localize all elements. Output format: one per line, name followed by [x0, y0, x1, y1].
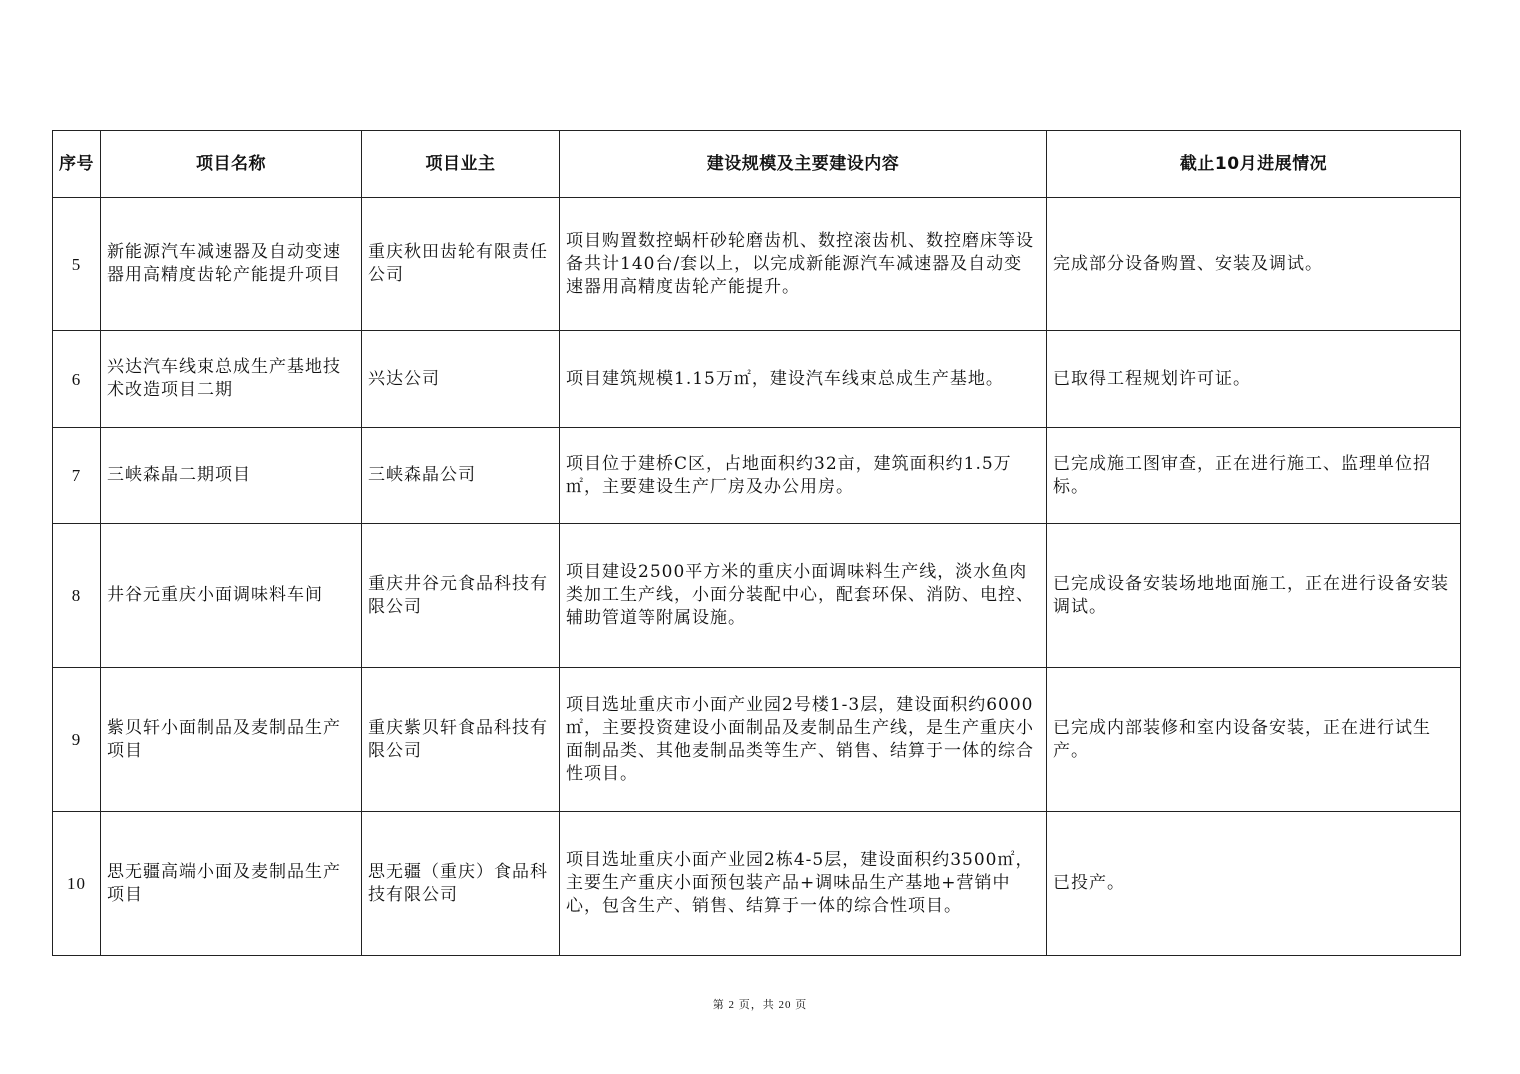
- project-owner-cell: 兴达公司: [362, 331, 560, 428]
- table-row: [53, 198, 1461, 331]
- table-row: [53, 524, 1461, 668]
- project-owner-cell: 重庆紫贝轩食品科技有限公司: [362, 668, 560, 812]
- row-number: 6: [53, 331, 101, 428]
- project-owner-cell: 三峡森晶公司: [362, 428, 560, 524]
- progress-cell: 完成部分设备购置、安装及调试。: [1047, 198, 1461, 331]
- row-number: 10: [53, 812, 101, 956]
- page-footer: 第 2 页，共 20 页: [712, 999, 808, 1011]
- project-name-cell: 思无疆高端小面及麦制品生产项目: [101, 812, 362, 956]
- table-header-row: [53, 131, 1461, 198]
- progress-cell: 已完成施工图审查，正在进行施工、监理单位招标。: [1047, 428, 1461, 524]
- row-number: 5: [53, 198, 101, 331]
- header-serial-number: 序号: [53, 131, 101, 198]
- construction-content-cell: 项目购置数控蜗杆砂轮磨齿机、数控滚齿机、数控磨床等设备共计140台/套以上，以完成新能源汽车减速器及自动变速器用高精度齿轮产能提升。: [560, 198, 1047, 331]
- construction-content-cell: 项目建筑规模1.15万㎡，建设汽车线束总成生产基地。: [560, 331, 1047, 428]
- project-name-cell: 三峡森晶二期项目: [101, 428, 362, 524]
- row-number: 8: [53, 524, 101, 668]
- construction-content-cell: 项目位于建桥C区，占地面积约32亩，建筑面积约1.5万㎡，主要建设生产厂房及办公用房。: [560, 428, 1047, 524]
- progress-cell: 已投产。: [1047, 812, 1461, 956]
- progress-cell: 已完成设备安装场地地面施工，正在进行设备安装调试。: [1047, 524, 1461, 668]
- header-progress-status: 截止10月进展情况: [1047, 131, 1461, 198]
- row-number: 7: [53, 428, 101, 524]
- row-number: 9: [53, 668, 101, 812]
- project-name-cell: 兴达汽车线束总成生产基地技术改造项目二期: [101, 331, 362, 428]
- project-name-cell: 井谷元重庆小面调味料车间: [101, 524, 362, 668]
- header-project-owner: 项目业主: [362, 131, 560, 198]
- project-owner-cell: 重庆井谷元食品科技有限公司: [362, 524, 560, 668]
- project-name-cell: 紫贝轩小面制品及麦制品生产项目: [101, 668, 362, 812]
- construction-content-cell: 项目选址重庆小面产业园2栋4-5层，建设面积约3500㎡，主要生产重庆小面预包装产品+调味品生产基地+营销中心，包含生产、销售、结算于一体的综合性项目。: [560, 812, 1047, 956]
- project-owner-cell: 重庆秋田齿轮有限责任公司: [362, 198, 560, 331]
- table-row: [53, 428, 1461, 524]
- project-owner-cell: 思无疆（重庆）食品科技有限公司: [362, 812, 560, 956]
- construction-content-cell: 项目建设2500平方米的重庆小面调味料生产线，淡水鱼肉类加工生产线，小面分装配中心，配套环保、消防、电控、辅助管道等附属设施。: [560, 524, 1047, 668]
- project-name-cell: 新能源汽车减速器及自动变速器用高精度齿轮产能提升项目: [101, 198, 362, 331]
- progress-cell: 已完成内部装修和室内设备安装，正在进行试生产。: [1047, 668, 1461, 812]
- table-row: [53, 668, 1461, 812]
- progress-cell: 已取得工程规划许可证。: [1047, 331, 1461, 428]
- construction-content-cell: 项目选址重庆市小面产业园2号楼1-3层，建设面积约6000㎡，主要投资建设小面制品及麦制品生产线，是生产重庆小面制品类、其他麦制品类等生产、销售、结算于一体的综合性项目。: [560, 668, 1047, 812]
- project-table: [52, 130, 1461, 956]
- table-row: [53, 812, 1461, 956]
- header-project-name: 项目名称: [101, 131, 362, 198]
- header-construction-content: 建设规模及主要建设内容: [560, 131, 1047, 198]
- table-row: [53, 331, 1461, 428]
